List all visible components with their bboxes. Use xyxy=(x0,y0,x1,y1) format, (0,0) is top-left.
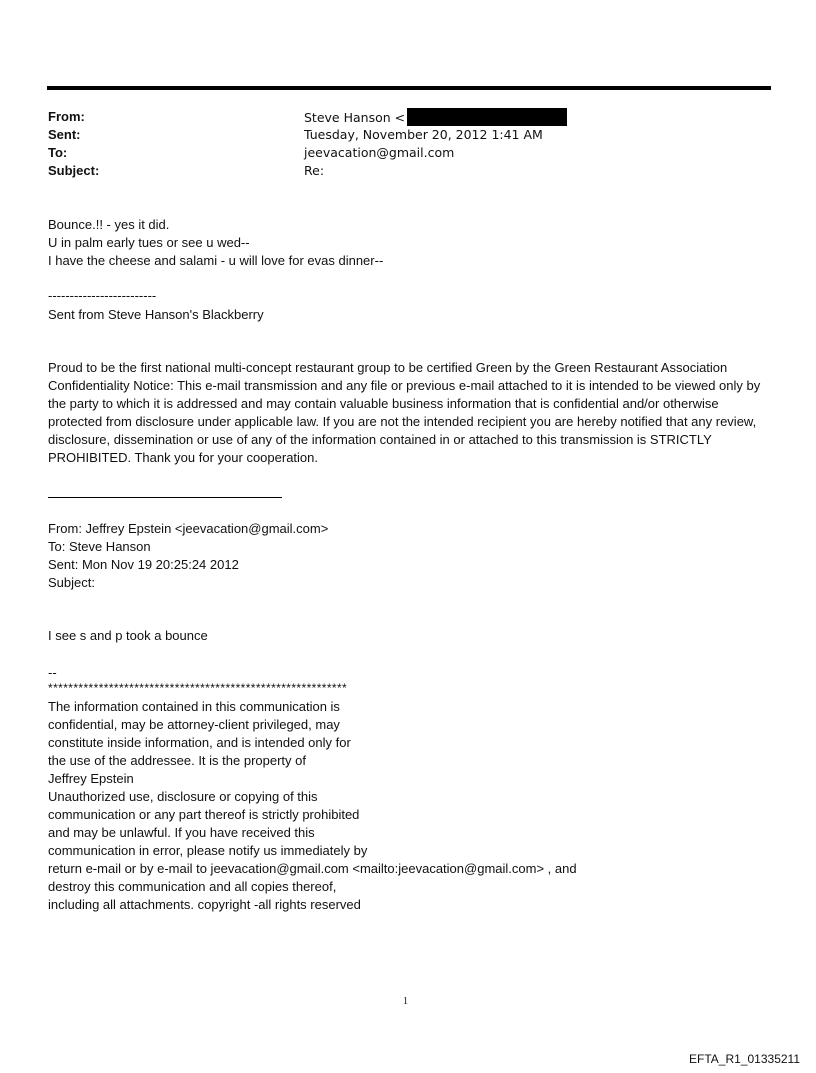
disclaimer-stars: *********************************************************** xyxy=(48,681,348,695)
disclaimer-line: and may be unlawful. If you have received this xyxy=(48,825,315,840)
confidentiality-notice: Proud to be the first national multi-concept restaurant group to be certified Green by the Green Restaurant Association Confidentiality Notice: This e-mail transmission and any file or previous e-mail attached to it is intended to be viewed only by the party to which it is addressed and may contain valuable business information that is confidential and/or otherwise protected from disclosure under applicable law. If you are not the intended recipient you are hereby notified that any review, disclosure, dissemination or use of any of the information contained in or attached to this transmission is STRICTLY PROHIBITED. Thank you for your cooperation. xyxy=(48,360,761,465)
redaction-box xyxy=(407,108,567,126)
reply-line-2: U in palm early tues or see u wed-- xyxy=(48,235,250,250)
header-rule xyxy=(47,86,771,90)
disclaimer-line: the use of the addressee. It is the property of xyxy=(48,753,306,768)
disclaimer-line: destroy this communication and all copies thereof, xyxy=(48,879,337,894)
disclaimer-line: return e-mail or by e-mail to jeevacation@gmail.com <mailto:jeevacation@gmail.com> , and xyxy=(48,861,577,876)
disclaimer-line: confidential, may be attorney-client privileged, may xyxy=(48,717,340,732)
original-to: To: Steve Hanson xyxy=(48,539,151,554)
signature: Sent from Steve Hanson's Blackberry xyxy=(48,307,264,322)
original-sent: Sent: Mon Nov 19 20:25:24 2012 xyxy=(48,557,239,572)
divider-line xyxy=(48,497,282,498)
disclaimer-line: The information contained in this communication is xyxy=(48,699,340,714)
disclaimer-line: communication in error, please notify us immediately by xyxy=(48,843,368,858)
disclaimer-line: Jeffrey Epstein xyxy=(48,771,134,786)
page-number: 1 xyxy=(403,996,408,1007)
to-row xyxy=(48,144,455,161)
disclaimer-dashes: -- xyxy=(48,665,57,680)
disclaimer-line: constitute inside information, and is intended only for xyxy=(48,735,351,750)
sent-value: Tuesday, November 20, 2012 1:41 AM xyxy=(304,127,543,142)
from-row xyxy=(48,108,406,125)
from-label: From: xyxy=(48,109,85,124)
document-id: EFTA_R1_01335211 xyxy=(689,1052,800,1066)
subject-label: Subject: xyxy=(48,163,100,178)
reply-line-3: I have the cheese and salami - u will love for evas dinner-- xyxy=(48,253,384,268)
sent-label: Sent: xyxy=(48,127,81,142)
subject-value: Re: xyxy=(304,163,325,178)
to-value: jeevacation@gmail.com xyxy=(304,145,455,160)
to-label: To: xyxy=(48,145,68,160)
disclaimer-line: Unauthorized use, disclosure or copying of this xyxy=(48,789,318,804)
original-body: I see s and p took a bounce xyxy=(48,628,208,643)
reply-line-1: Bounce.!! - yes it did. xyxy=(48,217,170,232)
disclaimer-line: including all attachments. copyright -all rights reserved xyxy=(48,897,361,912)
original-from: From: Jeffrey Epstein <jeevacation@gmail.com> xyxy=(48,521,329,536)
from-value: Steve Hanson < xyxy=(304,110,406,125)
original-subject: Subject: xyxy=(48,575,95,590)
sent-row xyxy=(48,126,543,143)
subject-row xyxy=(48,162,325,179)
signature-separator: ------------------------- xyxy=(48,288,157,303)
disclaimer-line: communication or any part thereof is strictly prohibited xyxy=(48,807,360,822)
